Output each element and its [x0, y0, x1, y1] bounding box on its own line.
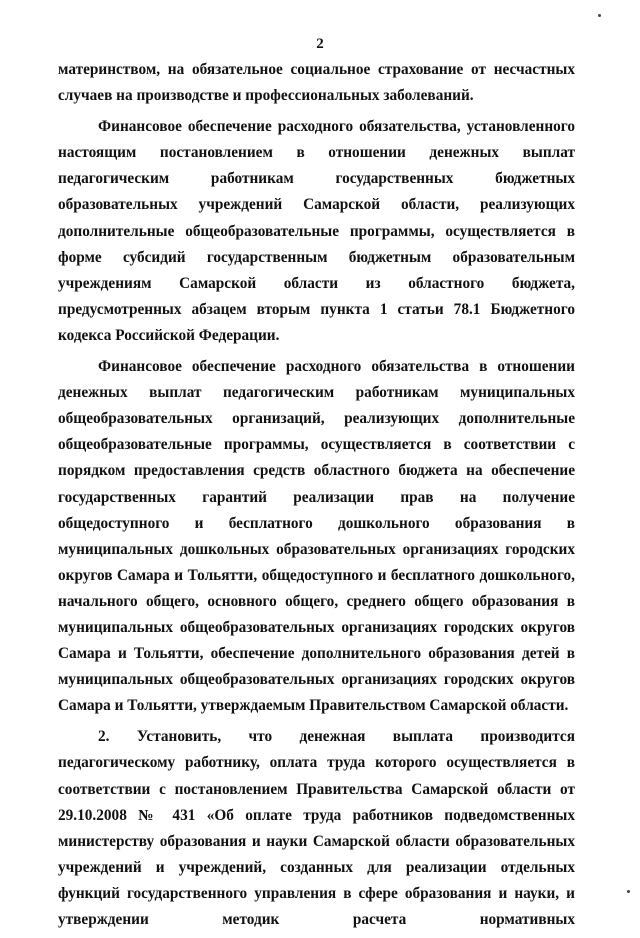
scan-speck: [627, 890, 630, 893]
paragraph-continuation: материнством, на обязательное социальное страхование от несчастных случаев на производстве и профессиональных заболеваний.: [58, 61, 575, 105]
page-number: 2: [316, 36, 324, 52]
paragraph-financing-state: Финансовое обеспечение расходного обязательства, установленного настоящим постановлением в отношении денежных выплат педагогическим работникам государственных бюджетных образовательных учреждений Самарской области, реализующих дополнительные общеобразовательные программы, осуществляется в форме субсидий государственным бюджетным образовательным учреждениям Самарской области из областного бюджета, предусмотренных абзацем вторым пункта 1 статьи 78.1 Бюджетного кодекса Российской Федерации.: [58, 118, 575, 344]
paragraph-item-2: 2. Установить, что денежная выплата производится педагогическому работнику, оплата труда которого осуществляется в соответствии с постановлением Правительства Самарской области от 29.10.2008 № 431 «Об оплате труда работников подведомственных министерству образования и науки Самарской области образовательных учреждений и учреждений, созданных для реализации отдельных функций государственного управления в сфере образования и науки, и утверждении методик расчета нормативных: [58, 728, 575, 928]
paragraph-financing-municipal: Финансовое обеспечение расходного обязательства в отношении денежных выплат педагогическим работникам муниципальных общеобразовательных организаций, реализующих дополнительные общеобразовательные программы, осуществляется в соответствии с порядком предоставления средств областного бюджета на обеспечение государственных гарантий реализации прав на получение общедоступного и бесплатного дошкольного образования в муниципальных дошкольных образовательных организациях городских округов Самара и Тольятти, общедоступного и бесплатного дошкольного, начального общего, основного общего, среднего общего образования в муниципальных общеобразовательных организациях городских округов Самара и Тольятти, обеспечение дополнительного образования детей в муниципальных общеобразовательных организациях городских округов Самара и Тольятти, утверждаемым Правительством Самарской области.: [58, 358, 575, 715]
scan-speck: [598, 14, 601, 17]
document-body: [58, 57, 575, 938]
